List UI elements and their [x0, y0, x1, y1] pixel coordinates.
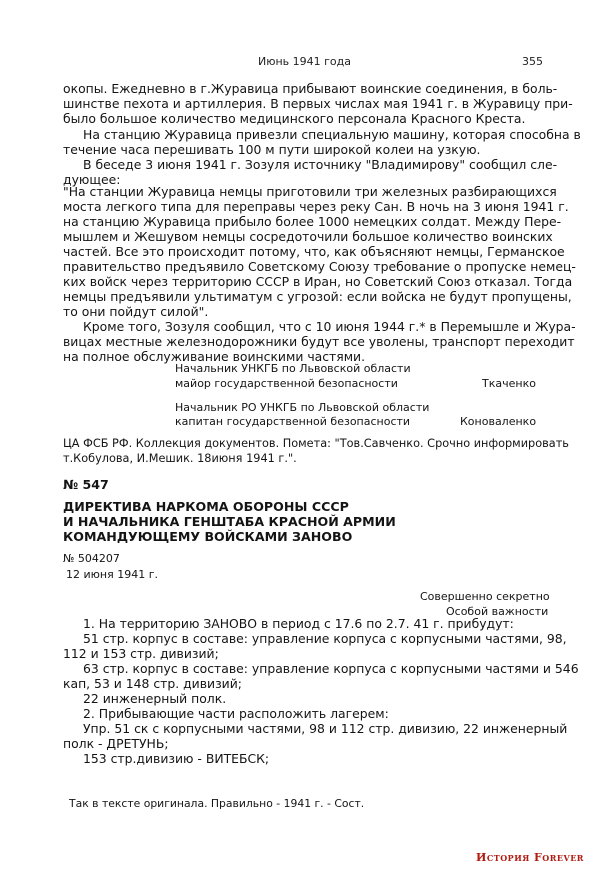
- watermark-word: История: [476, 851, 530, 864]
- directive-line: 2. Прибывающие части расположить лагерем:: [83, 706, 389, 721]
- signature-rank: капитан государственной безопасности: [175, 415, 411, 428]
- body-line: Кроме того, Зозуля сообщил, что с 10 июня 1944 г.* в Перемышле и Жура-: [83, 319, 576, 334]
- signature-name: Коноваленко: [460, 415, 537, 428]
- body-line: частей. Все это происходит потому, что, как объясняют немцы, Германское: [63, 244, 565, 259]
- running-title: Июнь 1941 года: [258, 55, 352, 68]
- signature-title: Начальник УНКГБ по Львовской области: [175, 362, 411, 375]
- directive-line: 22 инженерный полк.: [83, 691, 227, 706]
- body-line: вицах местные железнодорожники будут все уволены, транспорт переходит: [63, 334, 575, 349]
- footnote: Так в тексте оригинала. Правильно - 1941 г. - Сост.: [69, 797, 365, 810]
- body-line: то они пойдут силой".: [63, 304, 209, 319]
- directive-line: 63 стр. корпус в составе: управление корпуса с корпусными частями и 546: [83, 661, 579, 676]
- document-number: № 547: [63, 477, 109, 492]
- directive-line: кап, 53 и 148 стр. дивизий;: [63, 676, 242, 691]
- body-line: На станцию Журавица привезли специальную машину, которая способна в: [83, 127, 581, 142]
- body-line: окопы. Ежедневно в г.Журавица прибывают воинские соединения, в боль-: [63, 81, 558, 96]
- directive-line: 153 стр.дивизию - ВИТЕБСК;: [83, 751, 270, 766]
- body-line: "На станции Журавица немцы приготовили три железных разбирающихся: [63, 184, 557, 199]
- directive-line: Упр. 51 ск с корпусными частями, 98 и 112 стр. дивизию, 22 инженерный: [83, 721, 568, 736]
- body-line: ких войск через территорию СССР в Иран, но Советский Союз отказал. Тогда: [63, 274, 573, 289]
- source-note: т.Кобулова, И.Мешик. 18июня 1941 г.".: [63, 452, 297, 465]
- body-line: течение часа перешивать 100 м пути широкой колеи на узкую.: [63, 142, 481, 157]
- body-line: моста легкого типа для переправы через реку Сан. В ночь на 3 июня 1941 г.: [63, 199, 569, 214]
- directive-line: 51 стр. корпус в составе: управление корпуса с корпусными частями, 98,: [83, 631, 567, 646]
- signature-title: Начальник РО УНКГБ по Львовской области: [175, 401, 430, 414]
- body-line: на полное обслуживание воинскими частями.: [63, 349, 366, 364]
- body-line: В беседе 3 июня 1941 г. Зозуля источнику "Владимирову" сообщил сле-: [83, 157, 558, 172]
- directive-line: 1. На территорию ЗАНОВО в период с 17.6 по 2.7. 41 г. прибудут:: [83, 616, 514, 631]
- directive-line: 112 и 153 стр. дивизий;: [63, 646, 219, 661]
- signature-name: Ткаченко: [482, 377, 536, 390]
- page-number: 355: [522, 55, 543, 68]
- document-date: 12 июня 1941 г.: [66, 568, 158, 581]
- source-note: ЦА ФСБ РФ. Коллекция документов. Помета: "Тов.Савченко. Срочно информировать: [63, 437, 569, 450]
- body-line: правительство предъявило Советскому Союзу требование о пропуске немец-: [63, 259, 576, 274]
- document-title: ДИРЕКТИВА НАРКОМА ОБОРОНЫ СССР: [63, 499, 349, 514]
- document-title: КОМАНДУЮЩЕМУ ВОЙСКАМИ ЗАНОВО: [63, 529, 353, 544]
- directive-line: полк - ДРЕТУНЬ;: [63, 736, 169, 751]
- body-line: на станцию Журавица прибыло более 1000 немецких солдат. Между Пере-: [63, 214, 562, 229]
- body-line: мышлем и Жешувом немцы сосредоточили большое количество воинских: [63, 229, 553, 244]
- signature-rank: майор государственной безопасности: [175, 377, 398, 390]
- watermark-logo: [476, 851, 584, 864]
- registry-number: № 504207: [63, 552, 120, 565]
- body-line: шинстве пехота и артиллерия. В первых числах мая 1941 г. в Журавицу при-: [63, 96, 573, 111]
- body-line: немцы предъявили ультиматум с угрозой: если войска не будут пропущены,: [63, 289, 572, 304]
- classification-stamp: Особой важности: [446, 605, 549, 618]
- body-line: дующее:: [63, 172, 121, 187]
- watermark-word: Forever: [533, 851, 584, 864]
- classification-stamp: Совершенно секретно: [420, 590, 550, 603]
- body-line: было большое количество медицинского персонала Красного Креста.: [63, 111, 526, 126]
- document-title: И НАЧАЛЬНИКА ГЕНШТАБА КРАСНОЙ АРМИИ: [63, 514, 396, 529]
